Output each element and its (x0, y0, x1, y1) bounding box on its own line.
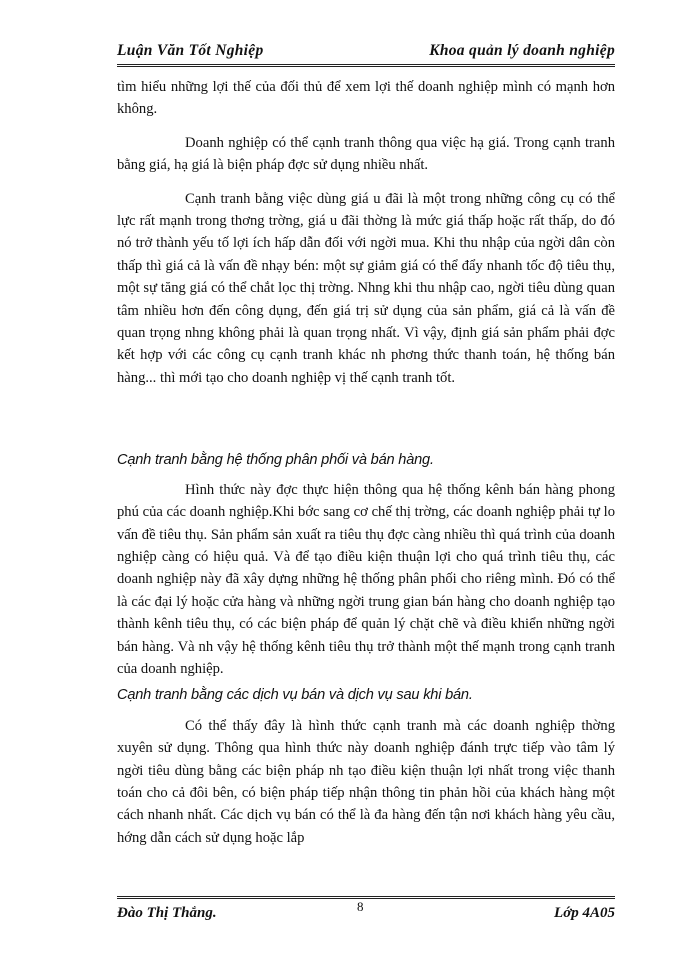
footer-author: Đào Thị Thắng. (117, 905, 217, 921)
page-header (117, 36, 615, 67)
page-body (117, 76, 615, 849)
paragraph-price-cut: Doanh nghiệp có thể cạnh tranh thông qua việc hạ giá. Trong cạnh tranh bằng giá, hạ giá là biện pháp đợc sử dụng nhiều nhất. (117, 134, 615, 174)
paragraph-distribution: Hình thức này đợc thực hiện thông qua hệ thống kênh bán hàng phong phú của các doanh nghiệp.Khi bớc sang cơ chế thị trờng, các doanh nghiệp phải tự lo vấn đề tiêu thụ. Sản phẩm sản xuất ra tiêu thụ đợc càng nhiều thì quá trình của doanh nghiệp càng có hiệu quả. Và để tạo điều kiện thuận lợi cho quá trình tiêu thụ, các doanh nghiệp này đã xây dựng những hệ thống phân phối cho riêng mình. Đó có thể là các đại lý hoặc cửa hàng và những ngời trung gian bán hàng cho doanh nghiệp tạo thành kênh tiêu thụ, có các biện pháp để quản lý chặt chẽ và điều khiển những ngời bán hàng. Và nh vậy hệ thống kênh tiêu thụ trở thành một thế mạnh trong cạnh tranh của doanh nghiệp. (117, 481, 615, 677)
header-thesis-title: Luận Văn Tốt Nghiệp (117, 42, 264, 59)
header-faculty: Khoa quản lý doanh nghiệp (429, 42, 615, 59)
footer-class: Lớp 4A05 (554, 905, 615, 921)
paragraph-services: Có thể thấy đây là hình thức cạnh tranh mà các doanh nghiệp thờng xuyên sử dụng. Thông qua hình thức này doanh nghiệp đánh trực tiếp vào tâm lý ngời tiêu dùng bằng các biện pháp nh tạo điều kiện thuận lợi nhất trong việc thanh toán cho cả đôi bên, có biện pháp tiếp nhận thông tin phản hồi của khách hàng một cách nhanh nhất. Các dịch vụ bán có thể là đa hàng đến tận nơi khách hàng yêu cầu, hớng dẫn cách sử dụng hoặc lắp (117, 717, 615, 846)
heading-service-competition: Cạnh tranh bằng các dịch vụ bán và dịch vụ sau khi bán. (117, 687, 473, 704)
page-footer (117, 896, 615, 923)
page-number: 8 (357, 899, 364, 914)
heading-distribution-competition: Cạnh tranh bằng hệ thống phân phối và bán hàng. (117, 452, 434, 469)
paragraph-competitor-advantage: tìm hiểu những lợi thế của đối thủ để xem lợi thế doanh nghiệp mình có mạnh hơn không. (117, 79, 615, 118)
paragraph-price-competition: Cạnh tranh bằng việc dùng giá u đãi là một trong những công cụ có thể lực rất mạnh trong thơng trờng, giá u đãi thờng là mức giá thấp hoặc rất thấp, do đó nó trở thành yếu tố lợi ích hấp dẫn đối với ngời mua. Khi thu nhập của ngời dân còn thấp thì giá cả là vấn đề nhạy bén: một sự giảm giá có thể đẩy nhanh tốc độ tiêu thụ, một sự tăng giá có thể chắt lọc thị trờng. Nhng khi thu nhập cao, ngời tiêu dùng quan tâm nhiều hơn đến công dụng, đến giá trị sử dụng của sản phẩm, giá cả là vấn đề quan trọng nhng không phải là quan trọng nhất. Vì vậy, định giá sản phẩm phải đợc kết hợp với các công cụ cạnh tranh khác nh phơng thức thanh toán, hệ thống bán hàng... thì mới tạo cho doanh nghiệp vị thế cạnh tranh tốt. (117, 190, 615, 386)
